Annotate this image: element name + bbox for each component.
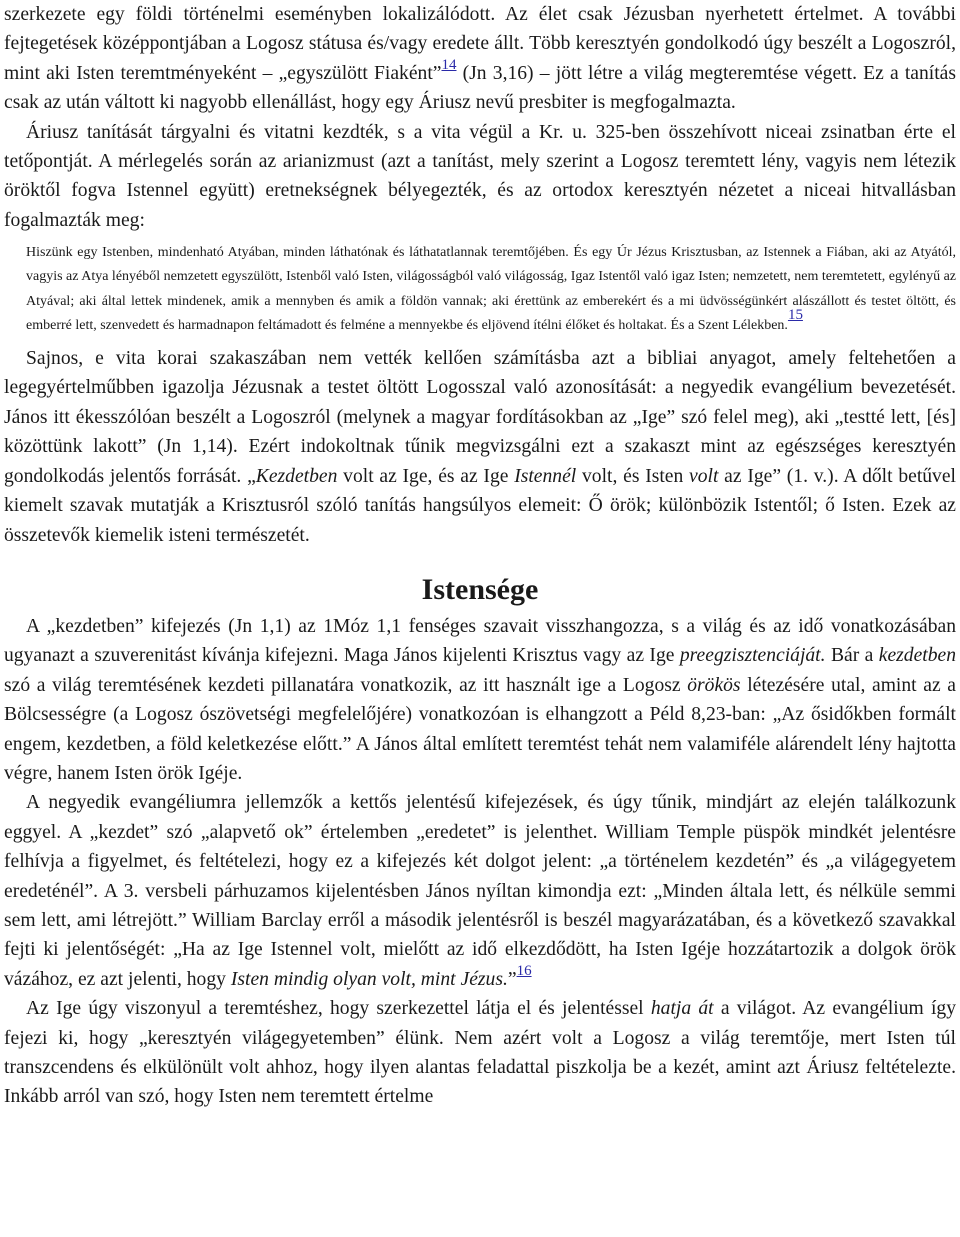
paragraph-text: Bár a xyxy=(825,645,879,667)
italic-phrase: hatja át xyxy=(650,998,714,1020)
paragraph-text: Áriusz tanítását tárgyalni és vitatni kezdték, s a vita végül a Kr. u. 325-ben összehívott niceai zsinatban érte el tetőpontját. A mérlegelés során az arianizmust (azt a tanítást, mely szerint a Logosz teremtett lény, vagyis nem létezik öröktől fogva Istennel együtt) eretnekségnek bélyegezték, és az ortodox keresztyén nézetet a niceai hitvallásban fogalmazták meg: xyxy=(4,121,956,231)
paragraph-text: Az Ige úgy viszonyul a teremtéshez, hogy szerkezettel látja el és jelentéssel xyxy=(26,998,651,1020)
paragraph-text: volt, és Isten xyxy=(576,465,690,487)
italic-word: örökös xyxy=(687,674,741,696)
paragraph-text: létezésére utal, amint az a Bölcsességre (a Logosz ószövetségi megfelelőjére) vonatkozóan is elhangzott a Péld 8,23-ban: „Az ősidőkben formált engem, kezdetben, a föld keletkezése előtt.” A János által említett teremtést tehát nem valamiféle alárendelt lény hajtotta végre, hanem Isten örök Igéje. xyxy=(4,674,957,784)
paragraph-john-prologue xyxy=(4,344,956,550)
paragraph-ige-teremtes xyxy=(4,994,956,1112)
nicene-creed-quote xyxy=(4,241,956,338)
paragraph-text: szerkezete egy földi történelmi eseményben lokalizálódott. Az élet csak Jézusban nyerhetett értelmet. A további fejtegetések középpontjában a Logosz státusa és/vagy eredete állt. Több keresztyén gondolkodó úgy beszélt a Logoszról, mint aki Isten teremtményeként – „egyszülött Fiaként” xyxy=(4,4,956,84)
footnote-link-15[interactable]: 15 xyxy=(787,306,803,323)
footnote-link-14[interactable]: 14 xyxy=(441,56,457,73)
paragraph-text: ” xyxy=(507,968,517,990)
paragraph-text: A negyedik evangéliumra jellemzők a kettős jelentésű kifejezések, és úgy tűnik, mindjárt az elején találkozunk eggyel. A „kezdet” szó „alapvető ok” értelemben „eredetet” is jelenthet. William Temple püspök mindkét jelentésre felhívja a figyelmet, és feltételezi, hogy ez a kifejezés két dolgot jelent: „a történelem kezdetén” és „a világegyetem eredeténél”. A 3. versbeli párhuzamos kijelentésben János nyíltan kimondja ezt: „Minden általa lett, és nélküle semmi sem lett, ami létrejött.” William Barclay erről a második jelentésről is beszél magyarázatában, és a következő szavakkal fejti ki jelentőségét: „Ha az Ige Istennel volt, mielőtt az idő elkezdődött, ha Isten Igéje hozzátartozik a dolgok örök vázához, ez azt jelenti, hogy xyxy=(4,792,956,990)
italic-word: volt xyxy=(689,465,719,487)
paragraph-text: A „kezdetben” kifejezés (Jn 1,1) az 1Móz 1,1 fenséges szavait visszhangozza, s a világ és az idő vonatkozásában ugyanazt a szuverenitást kívánja kifejezni. Maga János kijelenti Krisztus vagy az Ige xyxy=(4,615,956,667)
paragraph-logosz-status xyxy=(4,0,956,118)
quote-text: Hiszünk egy Istenben, mindenható Atyában, minden láthatónak és láthatatlannak teremtőjében. És egy Úr Jézus Krisztusban, az Istennek a Fiában, aki az Atyától, vagyis az Atya lényéből nemzetett egyszülött, Istenből való Isten, világosságból való világosság, Igaz Istentől való igaz Isten; nemzetett, nem teremtetett, egylényű az Atyával; aki által lettek mindenek, amik a mennyben és amik a földön vannak; aki érettünk az emberekért és a mi üdvösségünkért alászállott és testet öltött, és emberré lett, szenvedett és harmadnapon feltámadott és felméne a mennyekbe és eljövend ítélni élőket és holtakat. És a Szent Lélekben. xyxy=(26,245,956,333)
italic-word: kezdetben xyxy=(878,645,956,667)
paragraph-kezdetben xyxy=(4,612,956,788)
footnote-link-16[interactable]: 16 xyxy=(516,962,532,979)
italic-word: Kezdetben xyxy=(255,465,338,487)
paragraph-text: a világot. Az evangélium így fejezi ki, hogy „keresztyén világegyetemben” élünk. Nem azért volt a Logosz a világ teremtője, mert Isten túl transzcendens és elkülönült volt ahhoz, hogy ilyen alantas feladattal piszkolja be a kezét, amint azt Áriusz feltételezte. Inkább arról van szó, hogy Isten nem teremtett értelme xyxy=(4,998,957,1108)
paragraph-text: az Ige” (1. v.). A dőlt betűvel kiemelt szavak mutatják a Krisztusról szóló tanítás hangsúlyos elemeit: Ő örök; különbözik Istentől; ő Isten. Ezek az összetevők kiemelik isteni természetét. xyxy=(4,465,956,546)
paragraph-arius xyxy=(4,118,956,236)
document-page xyxy=(4,0,956,1112)
paragraph-text: Sajnos, e vita korai szakaszában nem vették kellően számításba azt a bibliai anyagot, amely feltehetően a legegyértelműbben igazolja Jézusnak a testet öltött Logosszal való azonosítását: a negyedik evangélium bevezetését. János itt ékesszólóan beszélt a Logoszról (melynek a magyar fordításokban az „Ige” szó felel meg), aki „testté lett, [és] közöttünk lakott” (Jn 1,14). Ezért indokoltnak tűnik megvizsgálni ezt a szakaszt mint az egészséges keresztyén gondolkodás jelentős forrását. „ xyxy=(4,348,956,487)
italic-phrase: Isten mindig olyan volt, mint Jézus. xyxy=(230,968,508,990)
italic-word: preegzisztenciáját. xyxy=(679,645,826,667)
paragraph-text-continued: (Jn 3,16) – jött létre a világ megteremtése végett. Ez a tanítás csak az után váltott ki nagyobb ellenállást, hogy egy Áriusz nevű presbiter is megfogalmazta. xyxy=(4,62,956,114)
paragraph-negyedik-evangelium xyxy=(4,788,956,994)
paragraph-text: szó a világ teremtésének kezdeti pillanatára vonatkozik, az itt használt ige a Logosz xyxy=(4,674,688,696)
italic-word: Istennél xyxy=(514,465,577,487)
paragraph-text: volt az Ige, és az Ige xyxy=(337,465,515,487)
section-title: Istensége xyxy=(421,572,539,606)
